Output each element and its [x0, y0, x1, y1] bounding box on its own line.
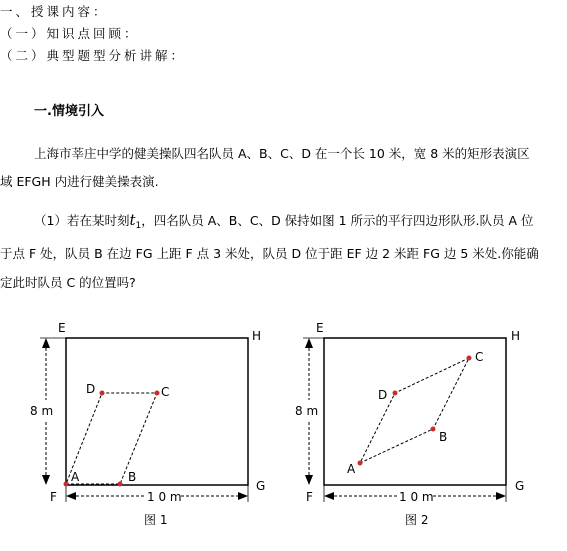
rectangle-efgh	[66, 338, 248, 485]
arrow-left	[324, 492, 334, 500]
height-label: 8 m	[30, 404, 54, 418]
label-d: D	[378, 388, 388, 402]
paragraph-2-line-3: 定此时队员 C 的位置吗?	[0, 275, 136, 290]
header-line-1: 一、授课内容：	[0, 4, 109, 19]
corner-e: E	[316, 321, 324, 335]
label-c: C	[161, 385, 170, 399]
corner-g: G	[515, 479, 525, 493]
point-a	[64, 482, 69, 487]
corner-f: F	[306, 490, 313, 504]
arrow-right	[238, 492, 248, 500]
arrow-down	[305, 475, 313, 485]
t-symbol: t	[129, 211, 136, 229]
section-title: 一.情境引入	[34, 104, 104, 119]
width-label: 1 0 m	[399, 490, 434, 504]
arrow-up	[42, 338, 50, 348]
corner-f: F	[50, 490, 57, 504]
label-a: A	[71, 470, 80, 484]
paragraph-2-line-2: 于点 F 处，队员 B 在边 FG 上距 F 点 3 米处，队员 D 位于距 EF 边 2 米距 FG 边 5 米处.你能确	[0, 246, 539, 261]
point-d	[100, 391, 105, 396]
label-d: D	[86, 382, 96, 396]
paragraph-1-line-2: 域 EFGH 内进行健美操表演.	[0, 174, 159, 189]
point-c	[155, 391, 160, 396]
point-b	[431, 427, 436, 432]
arrow-down	[42, 475, 50, 485]
label-a: A	[347, 462, 356, 476]
corner-h: H	[252, 329, 262, 343]
arrow-up	[305, 338, 313, 348]
header-line-2: （一）知识点回顾：	[0, 26, 140, 41]
arrow-left	[66, 492, 76, 500]
point-d	[393, 391, 398, 396]
point-c	[467, 356, 472, 361]
label-b: B	[439, 430, 448, 444]
label-b: B	[128, 470, 137, 484]
paragraph-2-part-2: ，四名队员 A、B、C、D 保持如图 1 所示的平行四边形队形.队员 A 位	[141, 213, 534, 228]
label-c: C	[475, 350, 484, 364]
paragraph-2-part-1: （1）若在某时刻	[34, 213, 130, 228]
parallelogram-abcd	[66, 393, 157, 484]
paragraph-1-line-1: 上海市莘庄中学的健美操队四名队员 A、B、C、D 在一个长 10 米，宽 8 米的矩形表演区	[34, 146, 530, 161]
corner-h: H	[511, 329, 521, 343]
figure-1	[28, 318, 278, 533]
width-label: 1 0 m	[147, 490, 182, 504]
point-a	[358, 461, 363, 466]
point-b	[118, 482, 123, 487]
t-subscript: 1	[135, 221, 142, 231]
paragraph-2-line-1	[34, 207, 534, 239]
figure-2-caption: 图 2	[405, 513, 429, 527]
arrow-right	[496, 492, 506, 500]
header-line-3: （二）典型题型分析讲解：	[0, 48, 187, 63]
height-label: 8 m	[295, 404, 319, 418]
parallelogram-abcd	[360, 358, 469, 463]
figure-1-caption: 图 1	[144, 513, 168, 527]
corner-e: E	[58, 321, 66, 335]
corner-g: G	[256, 479, 266, 493]
figure-2	[293, 318, 543, 533]
